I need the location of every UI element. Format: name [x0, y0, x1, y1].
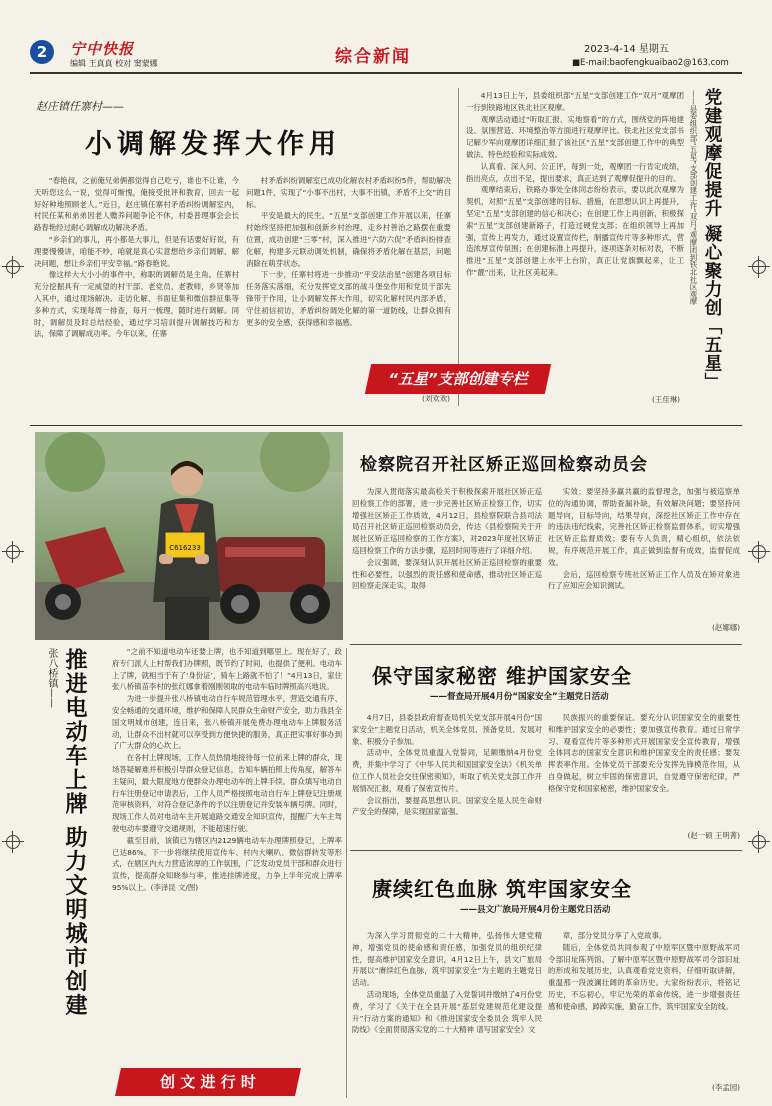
article4-byline: (赵一硕 王明菁) [687, 831, 740, 840]
article2-title: 党建观摩促提升 凝心聚力创「五星」 [702, 88, 722, 392]
article3-title: 检察院召开社区矫正巡回检察动员会 [360, 455, 648, 475]
registration-mark [752, 545, 766, 559]
plate-text: C616233 [169, 544, 201, 552]
article5-col2: 章，部分党员分享了入党故事。 随后，全体党员共同参观了中原军区暨中原野战军司令部旧址陈列馆，了解中原军区暨中原野战军司令部旧址的形成和发展历史，认真观看党史资料，仔细听取讲解，重温那一段波澜壮阔的革命历史。大家纷纷表示，将铭记历史，不忘初心，牢记光荣的革命传统，进一步增强责任感和使命感，踔踔实施，勤奋工作，筑牢国家安全防线。 [548, 931, 740, 1011]
editor-staff: 编辑 王真真 校对 窦蒙娜 [70, 59, 158, 68]
article1-kicker: 赵庄镇任寨村—— [36, 100, 124, 113]
article1-byline: (刘欢欢) [422, 394, 450, 403]
issue-date: 2023-4-14 星期五 [584, 44, 669, 55]
column-rule [346, 648, 347, 1098]
masthead-logo: 宁中快报 [70, 40, 135, 58]
email-address: ■E-mail:baofengkuaibao2@163.com [572, 58, 729, 68]
news-photo [35, 432, 343, 640]
section-rule [30, 425, 742, 426]
page-number-badge: 2 [30, 40, 54, 64]
article5-title: 赓续红色血脉 筑牢国家安全 [372, 877, 632, 901]
registration-mark [752, 835, 766, 849]
article4-title: 保守国家秘密 维护国家安全 [372, 664, 632, 688]
article5-subtitle: ——县文广旅局开展4月份主题党日活动 [460, 905, 611, 915]
article4-subtitle: ——督查局开展4月份“国家安全”主题党日活动 [430, 692, 609, 702]
article1-col2: 村矛盾纠纷调解室已成功化解农村矛盾纠纷5件，帮助解决问题1件，实现了“小事不出村，大事不出镇，矛盾不上交”的目标。 平安是最大的民生。“五星”支部创建工作开展以来，任寨村始终坚持把加强和创新乡村治理、走乡村善治之路摆在重要位置，成功创建“三零”村，深入推进“六防六促”矛盾纠纷排查化解，构建多元联动调处机制，确保将矛盾化解在基层，问题消除在萌芽状态。 下一步，任寨村将进一步推动“平安法治星”创建各项目标任务落实落细，充分发挥党支部的战斗堡垒作用和党员干部先锋带干作用，让小调解发挥大作用，切实化解村民内部矛盾，守住初信初访，矛盾纠纷调处化解的第一道防线，让群众拥有更多的安全感，获得感和幸福感。 [246, 176, 451, 327]
column-banner-label: “五星”支部创建专栏 [388, 370, 528, 388]
article3-byline: (赵娜娜) [712, 623, 740, 632]
column-banner-label: 创 文 进 行 时 [160, 1073, 256, 1091]
article6-body: “之前不知道电动车还要上牌，也不知道到哪里上。现在好了，政府专门派人上村帮我们办牌照，既节约了时间，也提供了便利。电动车上了牌，就相当于有了‘身份证’，骑车上路就不怕了！”4月13日，家住张八桥镇苗李村的张红娜拿着刚刚领取的电动车临时牌照高兴地说。 为进一步提升张八桥镇电动自行车规范管理水平，营造交通有序、安全畅通的交通环境，维护和保障人民群众生命财产安全，助力我县全国文明城市创建，连日来，张八桥镇开展免费办理电动车上牌服务活动，让群众不出村就可以享受到方便快捷的服务，真正把实事好事办到了广大群众的心坎上。 在各村上牌现场，工作人员热情地接待每一位前来上牌的群众，现场答疑解难并积极引导群众登记信息，告知车辆拍照上传角度，解答车主疑问，最大限度地方便群众办理电动车的上牌手续。群众填写电动自行车注册登记申请表后，工作人员严格按照电动自行车上牌登记注册规范审核资料，对符合登记条件的予以注册登记并安装车辆号牌。同时，现场工作人员对电动车主开展道路交通安全知识宣传，提醒广大车主驾驶电动车要遵守交通规则，不能超速行驶。 截至目前，该镇已为辖区内2129辆电动车办理牌照登记，上牌率已达86%。下一步将继续使用宣传车、村内大喇叭、微信群转发等形式，在辖区内大力营造浓厚的工作氛围，广泛发动党员干部和群众进行宣传，提高群众知晓参与率，推进挂牌进度，力争上半年完成上牌率95%以上。(李泽昆 文/图) [112, 647, 342, 892]
article3-col2: 实效；要坚持多赢共赢的监督理念，加强与被巡察单位的沟通协调，帮助查漏补缺，有效解决问题；要坚持问题导向，目标导向，结果导向，深挖社区矫正工作中存在的违法违纪线索，完善社区矫正检察监督体系，切实增强社区矫正监督质效；要有专人负责，精心组织，依法依规，有序规范开展工作，真正做到监督有成效，监督促成效。 会后，巡回检察专班社区矫正工作人员及在矫对象进行了应知应会知识测试。 [548, 487, 740, 591]
article1-col1: “春艳叔，之前俺兄弟俩都觉得自己吃亏，谁也不让谁，今天听您这么一说，觉得可惭愧，俺接受批评和教育，回去一起好好种地照顾老人。”近日，赵庄镇任寨村矛盾纠纷调解室内，村民任某和弟弟因老人赡养问题争论不休，村委普理事会会长路春艳经过耐心调解成功解决矛盾。 “乡亲们的事儿，再小都是大事儿，但是有话要好好说，有理要慢慢讲，咱能不吵，咱就是真心实意想给乡亲们调解、解决问题，想让乡亲们平安幸福。”路春艳说。 像这样大大小小的事件中，称职的调解员是主角。任寨村充分挖掘具有一定威望的村干部、老党员、老教师，乡贤等加入其中，通过现场解决、走访化解、书面征集和微信群征集等多种方式，实现每周一排查，每月一梳理，随时进行调解。同时，调解员及时总结经验，通过学习培训提升调解技巧和方法，保障了调解成功率。今年以来，任寨 [34, 176, 239, 339]
article5-col1: 为深入学习贯彻党的二十大精神，弘扬伟大建党精神，增强党员的使命感和责任感，加强党员的组织纪律性，提高维护国家安全意识，4月12日上午，县文广旅局开展以“赓续红色血脉，筑牢国家安全”为主题的主题党日活动。 活动现场，全体党员重温了入党誓词并缴纳了4月份党费，学习了《关于在全县开展“基层党建规范化建设提升”行动方案的通知》和《推进国家安全委员会 筑牢人民防线》《全面贯彻落实党的二十大精神 谱写国家安全》文 [352, 931, 542, 1035]
article2-byline: (王佳琳) [652, 395, 680, 404]
article6-town: 张八桥镇—— [46, 648, 57, 708]
article3-col1: 为深入贯彻落实最高检关于积极探索开展社区矫正巡回检察工作的部署，进一步完善社区矫正检察工作，切实增强社区矫正工作质效，4月12日，县检察院联合县司法局召开社区矫正巡回检察动员会，传达《县检察院关于开展社区矫正巡回检察的工作方案》，对2023年度社区矫正巡回检察工作的方法步骤，巡回时间等进行了详细介绍。 会议强调，要深刻认识开展社区矫正巡回检察的重要性和必要性，以强烈的责任感和使命感，推动社区矫正巡回检察走深走实，取得 [352, 487, 542, 591]
article1-title: 小调解发挥大作用 [85, 129, 341, 160]
article5-byline: (李孟园) [712, 1083, 740, 1092]
registration-mark [6, 545, 20, 559]
registration-mark [6, 835, 20, 849]
registration-mark [752, 260, 766, 274]
section-title: 综合新闻 [335, 47, 411, 67]
registration-mark [6, 260, 20, 274]
section-rule [350, 850, 742, 851]
column-rule [458, 88, 459, 406]
header-rule [30, 72, 742, 74]
article2-body: 4月13日上午，县委组织部“五星”支部创建工作“双月”观摩团一行到铁路地区铁北社区观摩。 观摩活动通过“听取汇报、实地察看”的方式，围绕党的阵地建设、氛围营造、环境整治等方面进行观摩评比。铁北社区党支部书记解少军向观摩团详细汇报了该社区“五星”支部创建工作中的典型做法、特色经验和实际成效。 认真看、深入问、公正评，每到一处，观摩团一行肯定成绩，指出亮点，点出不足，提出要求，真正达到了观摩促提升的目的。 观摩结束后，铁路办事处全体同志纷纷表示，要以此次观摩为契机，对照“五星”支部创建的目标、措施，在思想认识上再提升，坚定“五星”支部创建的信心和决心；在创建工作上再创新，积极探索“五星”支部创建新路子，打造过硬党支部；在组织领导上再加强，宣传上再发力，通过设置宣传栏，制播宣传片等多种形式，营造浓厚宣传氛围；在创建标准上再提升，逐项逐条对标对表，不断推进“五星”支部创建上水平上台阶，真正让党旗飘起来，让工作“靓”出来，让社区美起来。 [466, 91, 684, 277]
article2-subtitle: ——县委组织部“五星”支部创建工作“双月”观摩团到铁北社区观摩 [689, 90, 698, 306]
article6-title: 推进电动车上牌 助力文明城市创建 [62, 648, 88, 1018]
article4-col1: 4月7日，县委县政府督查局机关党支部开展4月份“国家安全”主题党日活动，机关全体党员、预备党员、发展对象、积极分子参加。 活动中，全体党员重温入党誓词，足额缴纳4月份党费，并集中学习了《中华人民共和国国家安全法》《机关单位工作人员社会交往保密须知》，听取了机关党支部工作开展情况汇报，观看了保密宣传片。 会议指出，要提高思想认识。国家安全是人民生命财产安全的保障，是实现国家富强、 [352, 713, 542, 817]
section-rule [350, 644, 742, 645]
article4-col2: 民族振兴的重要保证。要充分认识国家安全的重要性和维护国家安全的必要性；要加强宣传教育。通过日常学习、观看宣传片等多种形式开展国家安全宣传教育，增强全体同志的国家安全意识和维护国家安全的责任感；要发挥表率作用。全体党员干部要充分发挥先锋模范作用，从自身做起，树立牢固的保密意识，自觉遵守保密纪律，严格保守党和国家秘密，维护国家安全。 [548, 713, 740, 793]
